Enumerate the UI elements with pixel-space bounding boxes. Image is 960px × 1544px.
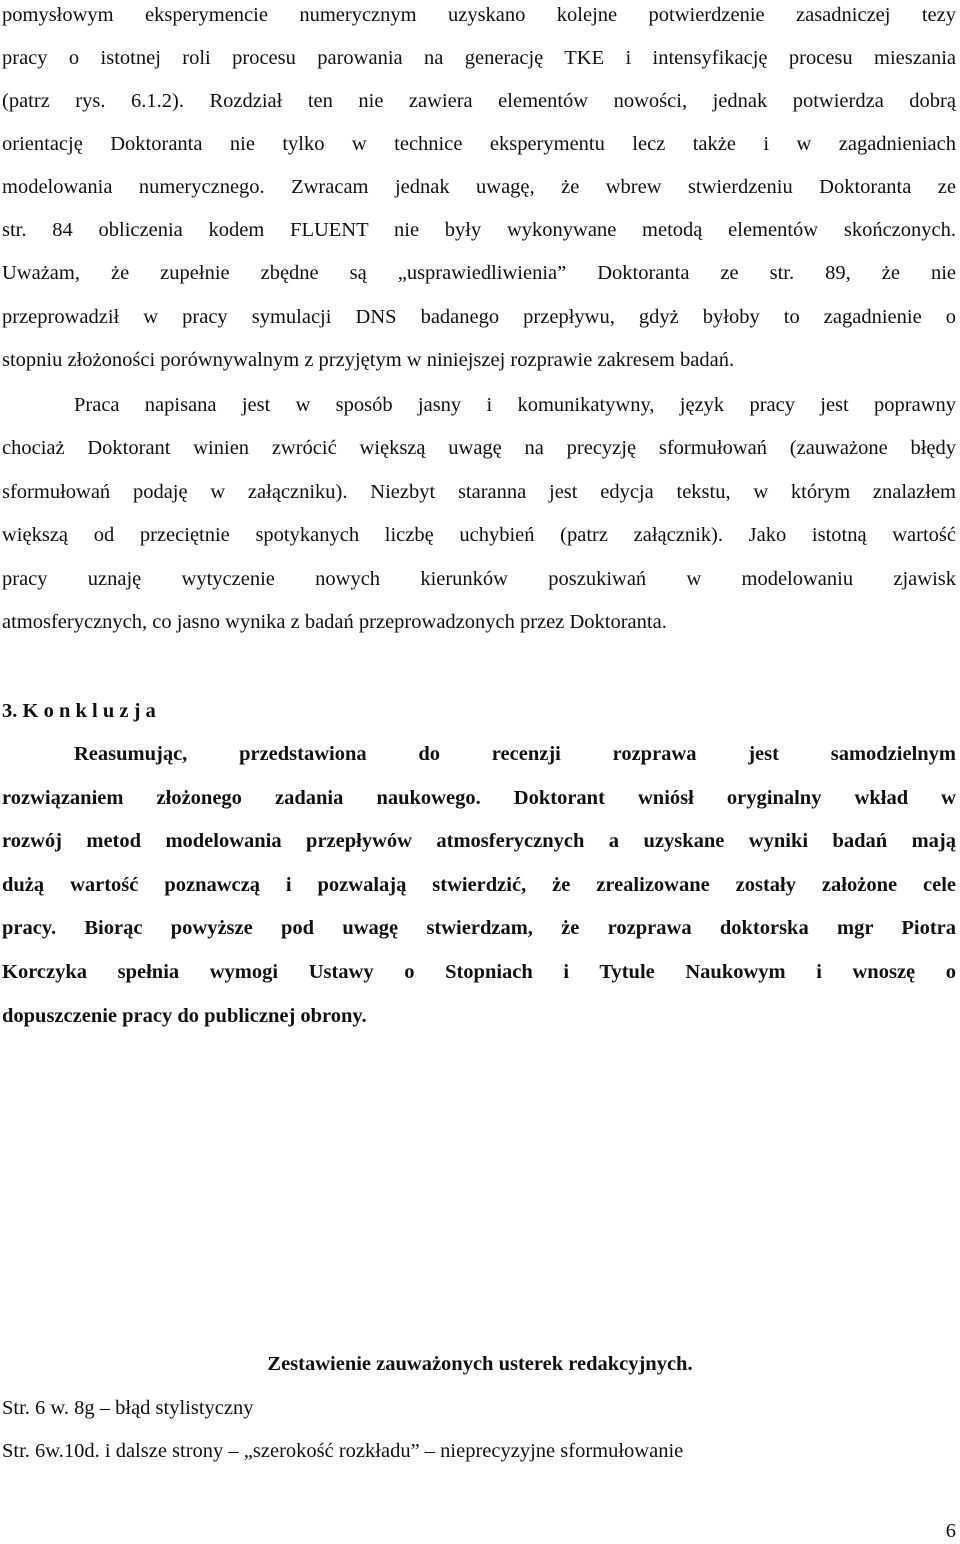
paragraph-line: orientację Doktoranta nie tylko w technice eksperymentu lecz także i w zagadnieniach — [2, 133, 956, 155]
conclusion-line: pracy. Biorąc powyższe pod uwagę stwierdzam, że rozprawa doktorska mgr Piotra — [2, 917, 956, 939]
conclusion-first-line: Reasumując, przedstawiona do recenzji rozprawa jest samodzielnym — [74, 743, 956, 765]
errata-item: Str. 6 w. 8g – błąd stylistyczny — [2, 1397, 254, 1419]
conclusion-line: dużą wartość poznawczą i pozwalają stwierdzić, że zrealizowane zostały założone cele — [2, 874, 956, 896]
paragraph-line: modelowania numerycznego. Zwracam jednak uwagę, że wbrew stwierdzeniu Doktoranta ze — [2, 176, 956, 198]
paragraph-line: chociaż Doktorant winien zwrócić większą uwagę na precyzję sformułowań (zauważone błędy — [2, 437, 956, 459]
paragraph-line: większą od przeciętnie spotykanych liczbę uchybień (patrz załącznik). Jako istotną wartość — [2, 524, 956, 546]
paragraph-line: sformułowań podaję w załączniku). Niezbyt staranna jest edycja tekstu, w którym znalazłem — [2, 481, 956, 503]
conclusion-line: Korczyka spełnia wymogi Ustawy o Stopniach i Tytule Naukowym i wnoszę o — [2, 961, 956, 983]
paragraph-line: Uważam, że zupełnie zbędne są „usprawiedliwienia” Doktoranta ze str. 89, że nie — [2, 262, 956, 284]
paragraph-first-line: Praca napisana jest w sposób jasny i komunikatywny, język pracy jest poprawny — [74, 394, 956, 416]
conclusion-line: rozwój metod modelowania przepływów atmosferycznych a uzyskane wyniki badań mają — [2, 830, 956, 852]
conclusion-line-last: dopuszczenie pracy do publicznej obrony. — [2, 1005, 367, 1027]
paragraph-line: przeprowadził w pracy symulacji DNS badanego przepływu, gdyż byłoby to zagadnienie o — [2, 306, 956, 328]
paragraph-line-last: atmosferycznych, co jasno wynika z badań przeprowadzonych przez Doktoranta. — [2, 611, 667, 633]
errata-title: Zestawienie zauważonych usterek redakcyjnych. — [267, 1353, 693, 1375]
paragraph-line: str. 84 obliczenia kodem FLUENT nie były wykonywane metodą elementów skończonych. — [2, 219, 956, 241]
page-number: 6 — [945, 1520, 956, 1542]
paragraph-line: (patrz rys. 6.1.2). Rozdział ten nie zawiera elementów nowości, jednak potwierdza dobrą — [2, 90, 956, 112]
errata-item: Str. 6w.10d. i dalsze strony – „szerokość rozkładu” – nieprecyzyjne sformułowanie — [2, 1440, 684, 1462]
paragraph-line: pomysłowym eksperymencie numerycznym uzyskano kolejne potwierdzenie zasadniczej tezy — [2, 4, 956, 26]
conclusion-line: rozwiązaniem złożonego zadania naukowego. Doktorant wniósł oryginalny wkład w — [2, 787, 956, 809]
paragraph-line: pracy o istotnej roli procesu parowania na generację TKE i intensyfikację procesu mieszania — [2, 47, 956, 69]
paragraph-line-last: stopniu złożoności porównywalnym z przyjętym w niniejszej rozprawie zakresem badań. — [2, 349, 735, 371]
section-heading: 3. K o n k l u z j a — [2, 700, 156, 722]
paragraph-line: pracy uznaję wytyczenie nowych kierunków poszukiwań w modelowaniu zjawisk — [2, 568, 956, 590]
